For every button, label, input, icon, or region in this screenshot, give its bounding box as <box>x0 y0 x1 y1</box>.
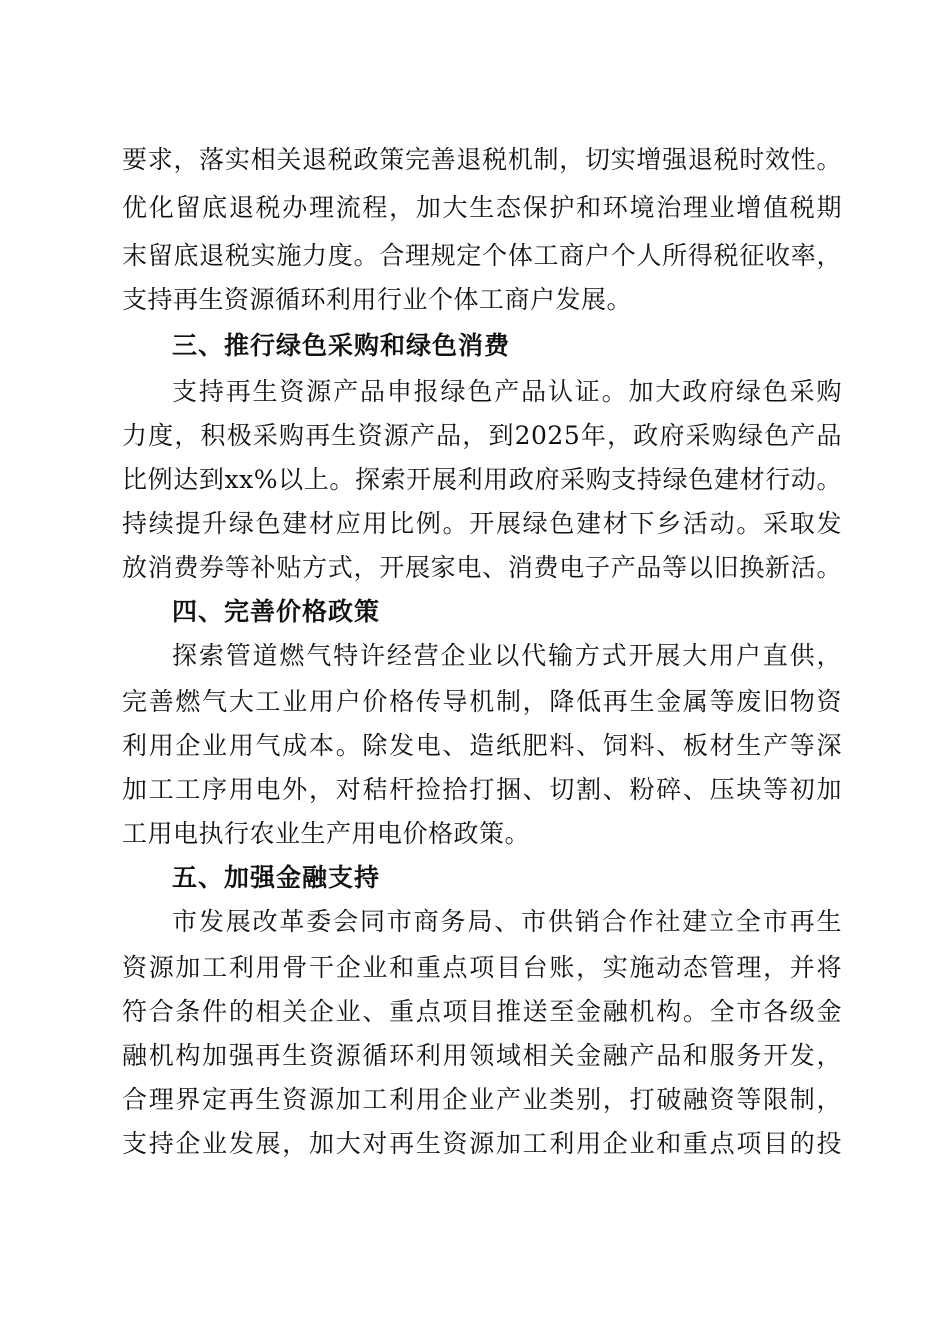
section-3-line-4: 持续提升绿色建材应用比例。开展绿色建材下乡活动。采取发 <box>122 509 842 538</box>
section-4-heading: 四、完善价格政策 <box>172 597 381 626</box>
section-5-line-1: 市发展改革委会同市商务局、市供销合作社建立全市再生 <box>172 907 842 936</box>
section-5-line-2: 资源加工利用骨干企业和重点项目台账，实施动态管理，并将 <box>122 953 842 982</box>
section-3-line-3: 比例达到xx%以上。探索开展利用政府采购支持绿色建材行动。 <box>122 465 842 494</box>
intro-line-1: 要求，落实相关退税政策完善退税机制，切实增强退税时效性。 <box>122 145 842 174</box>
section-5-line-6: 支持企业发展，加大对再生资源加工利用企业和重点项目的投 <box>122 1129 842 1158</box>
section-5-heading: 五、加强金融支持 <box>172 863 381 892</box>
intro-line-3: 末留底退税实施力度。合理规定个体工商户个人所得税征收率， <box>122 241 842 270</box>
intro-line-2: 优化留底退税办理流程，加大生态保护和环境治理业增值税期 <box>122 193 842 222</box>
section-3-heading: 三、推行绿色采购和绿色消费 <box>172 331 511 360</box>
section-4-line-4: 加工工序用电外，对秸杆捡拾打捆、切割、粉碎、压块等初加 <box>122 775 842 804</box>
section-4-line-3: 利用企业用气成本。除发电、造纸肥料、饲料、板材生产等深 <box>122 731 842 760</box>
section-3-line-2: 力度，积极采购再生资源产品，到2025年，政府采购绿色产品 <box>122 421 842 450</box>
intro-line-4: 支持再生资源循环利用行业个体工商户发展。 <box>122 285 633 314</box>
section-4-line-1: 探索管道燃气特许经营企业以代输方式开展大用户直供， <box>172 641 842 670</box>
section-4-line-2: 完善燃气大工业用户价格传导机制，降低再生金属等废旧物资 <box>122 687 842 716</box>
section-5-line-5: 合理界定再生资源加工利用企业产业类别，打破融资等限制， <box>122 1085 842 1114</box>
section-5-line-3: 符合条件的相关企业、重点项目推送至金融机构。全市各级金 <box>122 997 842 1026</box>
section-3-line-1: 支持再生资源产品申报绿色产品认证。加大政府绿色采购 <box>172 377 842 406</box>
section-3-line-5: 放消费券等补贴方式，开展家电、消费电子产品等以旧换新活。 <box>122 553 842 582</box>
section-5-line-4: 融机构加强再生资源循环利用领域相关金融产品和服务开发， <box>122 1041 842 1070</box>
section-4-line-5: 工用电执行农业生产用电价格政策。 <box>122 819 531 848</box>
